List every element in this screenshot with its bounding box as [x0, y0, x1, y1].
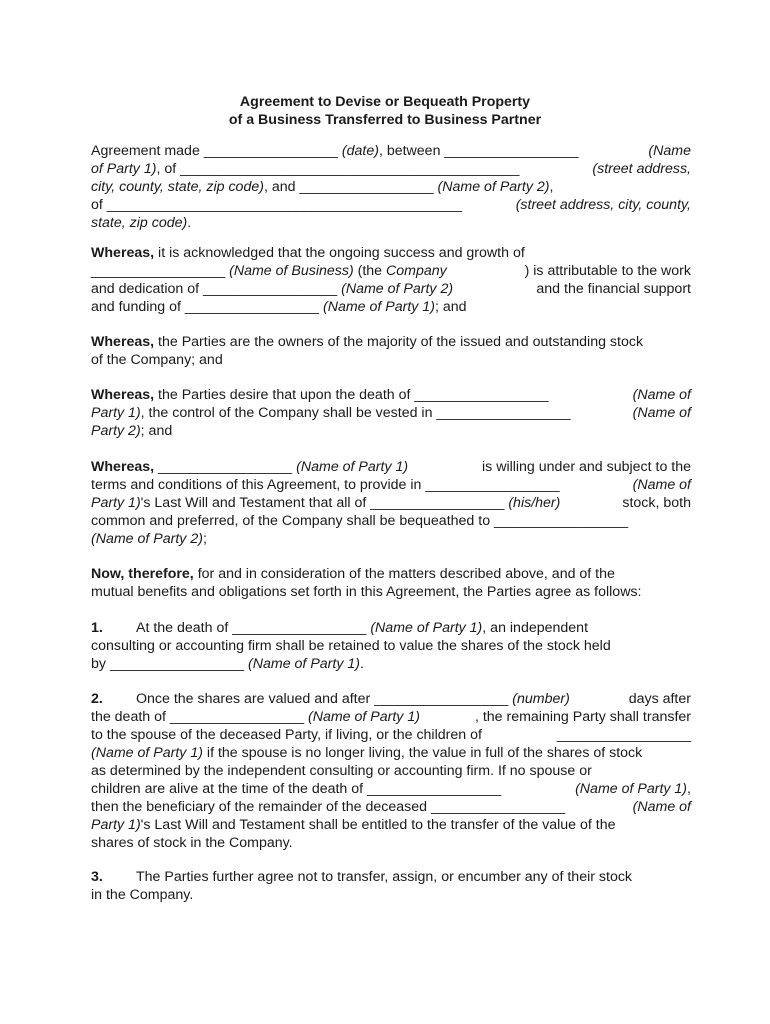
blank-field[interactable]: _________________	[374, 691, 509, 707]
blank-field[interactable]: _________________	[203, 143, 338, 159]
text-line: in the Company.	[91, 887, 194, 903]
text-line: terms and conditions of this Agreement, to provide in _________________ (Name of	[91, 477, 691, 493]
text-line: Whereas, it is acknowledged that the ongoing success and growth of	[91, 245, 525, 261]
text-line: to the spouse of the deceased Party, if living, or the children of _________________	[91, 727, 691, 743]
text-line: Whereas, the Parties desire that upon the death of _________________ (Name of	[91, 387, 691, 403]
text-line: Whereas, the Parties are the owners of the majority of the issued and outstanding stock	[91, 334, 644, 350]
whereas-paragraph-3	[91, 386, 691, 440]
text-line: common and preferred, of the Company shall be bequeathed to _________________	[91, 513, 629, 529]
whereas-paragraph-1	[91, 244, 691, 316]
blank-field[interactable]: _________________	[414, 387, 549, 403]
blank-field[interactable]: _________________	[556, 727, 691, 743]
blank-field[interactable]: _________________	[232, 620, 367, 636]
now-therefore-paragraph	[91, 565, 691, 601]
blank-field[interactable]: _________________	[158, 459, 293, 475]
intro-paragraph	[91, 142, 691, 232]
blank-field[interactable]: _________________	[430, 799, 566, 815]
blank-field[interactable]: _________________	[184, 299, 320, 315]
text-line: state, zip code).	[91, 215, 192, 231]
text-line: and funding of _________________ (Name of Party 1); and	[91, 299, 467, 315]
blank-field[interactable]: _________________	[367, 781, 502, 797]
clause-3	[91, 868, 691, 904]
blank-field[interactable]: _________________	[425, 477, 560, 493]
blank-field[interactable]: _________________	[91, 263, 226, 279]
whereas-paragraph-4	[91, 458, 691, 548]
text-line: by _________________ (Name of Party 1).	[91, 656, 364, 672]
text-line: Party 1)'s Last Will and Testament that all of _________________ (his/her) stock, both	[91, 495, 691, 511]
text-line: children are alive at the time of the death of _________________ (Name of Party 1),	[91, 781, 691, 797]
text-line: of Party 1), of ___________________________________________ (street address,	[91, 161, 691, 177]
text-line: then the beneficiary of the remainder of the deceased _________________ (Name of	[91, 799, 691, 815]
text-line: Whereas, _________________ (Name of Party 1) is willing under and subject to the	[91, 459, 691, 475]
blank-field[interactable]: _________________	[494, 513, 629, 529]
text-line: Party 1)'s Last Will and Testament shall be entitled to the transfer of the value of the	[91, 817, 616, 833]
text-line: as determined by the independent consulting or accounting firm. If no spouse or	[91, 763, 592, 779]
text-line: city, county, state, zip code), and _________________ (Name of Party 2),	[91, 179, 554, 195]
blank-field[interactable]: _________________	[169, 709, 305, 725]
text-line: Now, therefore, for and in consideration of the matters described above, and of the	[91, 566, 615, 582]
text-line: Party 1), the control of the Company shall be vested in _________________ (Name of	[91, 405, 691, 421]
text-line: of the Company; and	[91, 352, 223, 368]
text-line: consulting or accounting firm shall be retained to value the shares of the stock held	[91, 638, 611, 654]
clause-number: 2.	[91, 691, 103, 707]
blank-field[interactable]: ___________________________________________	[180, 161, 520, 177]
clause-1	[91, 619, 691, 673]
text-line: (Name of Party 2);	[91, 531, 207, 547]
document-title-line-2: of a Business Transferred to Business Partner	[228, 112, 542, 128]
clause-2	[91, 690, 691, 852]
text-line: 1. At the death of _________________ (Name of Party 1), an independent	[91, 620, 589, 636]
blank-field[interactable]: _________________	[370, 495, 505, 511]
text-line: 2. Once the shares are valued and after _________________ (number) days after	[91, 691, 691, 707]
clause-number: 1.	[91, 620, 103, 636]
text-line: shares of stock in the Company.	[91, 835, 293, 851]
text-line: (Name of Party 1) if the spouse is no longer living, the value in full of the shares of stock	[91, 745, 643, 761]
text-line: Party 2); and	[91, 423, 173, 439]
text-line: mutual benefits and obligations set forth in this Agreement, the Parties agree as follows:	[91, 584, 642, 600]
blank-field[interactable]: _________________	[109, 656, 245, 672]
text-line: _________________ (Name of Business) (the Company ) is attributable to the work	[91, 263, 691, 279]
text-line: Agreement made _________________ (date), between _________________ (Name	[91, 143, 691, 159]
text-line: 3. The Parties further agree not to transfer, assign, or encumber any of their stock	[91, 869, 633, 885]
text-line: the death of _________________ (Name of Party 1) , the remaining Party shall transfer	[91, 709, 691, 725]
blank-field[interactable]: _____________________________________________	[106, 197, 462, 213]
blank-field[interactable]: _________________	[444, 143, 579, 159]
document-title-line-1: Agreement to Devise or Bequeath Property	[239, 94, 531, 110]
blank-field[interactable]: _________________	[436, 405, 571, 421]
blank-field[interactable]: _________________	[203, 281, 338, 297]
text-line: of _____________________________________________ (street address, city, county,	[91, 197, 691, 213]
text-line: and dedication of _________________ (Name of Party 2) and the financial support	[91, 281, 691, 297]
whereas-paragraph-2	[91, 333, 691, 369]
clause-number: 3.	[91, 869, 103, 885]
blank-field[interactable]: _________________	[299, 179, 434, 195]
